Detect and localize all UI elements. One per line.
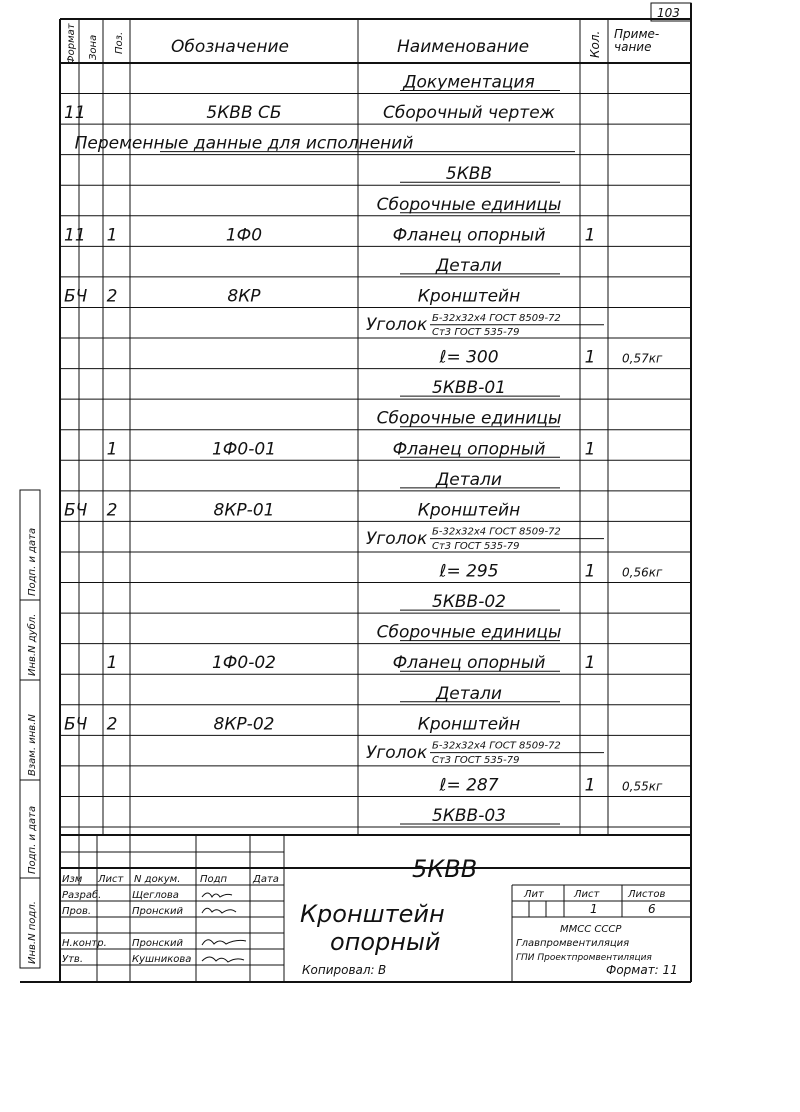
sheet-label: Лист xyxy=(574,889,600,900)
col-header-izm: Изм xyxy=(62,874,83,885)
row-name: Сборочные единицы xyxy=(376,194,562,215)
row-designation: 8КР-01 xyxy=(213,500,275,521)
spec-rows xyxy=(60,73,691,827)
row-name-bottom: Ст3 ГОСТ 535-79 xyxy=(432,327,520,339)
title-line-2: опорный xyxy=(330,928,441,956)
row-designation: 1Ф0 xyxy=(225,225,263,246)
org-line-3: ГПИ Проектпромвентиляция xyxy=(516,953,652,963)
format-label: Формат: 11 xyxy=(606,963,678,977)
row-name: Уголок xyxy=(366,528,428,549)
row-designation: 8КР xyxy=(227,286,261,307)
row-name: Уголок xyxy=(366,742,428,763)
row-note: 0,55кг xyxy=(622,779,663,794)
header-note-line1: Приме- xyxy=(614,27,660,41)
role-norm-control: Н.контр. xyxy=(62,938,107,949)
role-approver: Утв. xyxy=(62,954,83,965)
row-designation: 8КР-02 xyxy=(213,714,275,735)
row-name-top: Б-32x32x4 ГОСТ 8509-72 xyxy=(432,526,561,538)
title-line-1: Кронштейн xyxy=(300,900,445,928)
row-name: Уголок xyxy=(366,315,428,336)
col-header-date: Дата xyxy=(253,874,279,885)
name-norm-control: Пронский xyxy=(132,938,184,949)
org-line-1: ММСС СССР xyxy=(560,924,622,935)
row-name: Фланец опорный xyxy=(392,653,546,674)
row-name: Кронштейн xyxy=(417,714,521,735)
row-qty: 1 xyxy=(584,775,596,796)
row-name: ℓ= 300 xyxy=(439,347,499,368)
row-name: 5КВВ-01 xyxy=(432,378,506,399)
side-stamp-sign-date-2: Подп. и дата xyxy=(27,805,38,874)
row-name-bottom: Ст3 ГОСТ 535-79 xyxy=(432,754,520,766)
row-qty: 1 xyxy=(584,439,596,460)
sheets-label: Листов xyxy=(628,889,666,900)
row-name: Сборочные единицы xyxy=(376,622,562,643)
row-name: ℓ= 287 xyxy=(439,775,499,796)
row-name: Детали xyxy=(436,255,502,276)
row-note: 0,56кг xyxy=(622,565,663,580)
role-developer: Разраб. xyxy=(62,890,102,901)
side-stamp-orig-inv: Инв.N подл. xyxy=(27,901,38,964)
row-format: БЧ xyxy=(64,500,88,521)
sheet-value: 1 xyxy=(590,902,598,916)
row-name: ℓ= 295 xyxy=(439,561,499,582)
side-stamp-dup-inv: Инв.N дубл. xyxy=(27,613,38,676)
row-pos: 2 xyxy=(106,500,118,521)
row-format: 11 xyxy=(64,103,86,124)
row-qty: 1 xyxy=(584,225,596,246)
row-qty: 1 xyxy=(584,347,596,368)
side-stamp-replaced-inv: Взам. инв.N xyxy=(27,714,38,776)
row-designation: 1Ф0-01 xyxy=(211,439,277,460)
name-checker: Пронский xyxy=(132,906,184,917)
row-name-bottom: Ст3 ГОСТ 535-79 xyxy=(432,540,520,552)
row-designation: 1Ф0-02 xyxy=(211,653,277,674)
row-name: Фланец опорный xyxy=(392,225,546,246)
signatures xyxy=(202,893,246,962)
header-note xyxy=(614,27,663,54)
row-format: БЧ xyxy=(64,286,88,307)
header-designation: Обозначение xyxy=(171,37,289,57)
org-line-2: Главпромвентиляция xyxy=(516,938,630,949)
row-name: 5КВВ xyxy=(445,164,493,185)
row-name: Сборочные единицы xyxy=(376,408,562,429)
row-qty: 1 xyxy=(584,561,596,582)
row-name-top: Б-32x32x4 ГОСТ 8509-72 xyxy=(432,740,561,752)
role-checker: Пров. xyxy=(62,906,92,917)
header-format: Формат xyxy=(66,23,77,64)
col-header-doc: N докум. xyxy=(134,874,181,885)
row-name: Кронштейн xyxy=(417,500,521,521)
row-pos: 2 xyxy=(106,286,118,307)
row-qty: 1 xyxy=(584,653,596,674)
header-pos: Поз. xyxy=(114,31,125,54)
document-code: 5КВВ xyxy=(412,855,478,883)
row-designation: Переменные данные для исполнений xyxy=(74,133,414,154)
row-name: Детали xyxy=(436,469,502,490)
row-format: 11 xyxy=(64,225,86,246)
col-header-list: Лист xyxy=(98,874,124,885)
header-note-line2: чание xyxy=(614,40,652,54)
side-stamp-sign-date-1: Подп. и дата xyxy=(27,527,38,596)
row-name: 5КВВ-02 xyxy=(432,592,506,613)
name-approver: Кушникова xyxy=(132,954,192,965)
row-name: Фланец опорный xyxy=(392,439,546,460)
header-name: Наименование xyxy=(397,37,530,57)
name-developer: Щеглова xyxy=(132,890,179,901)
row-pos: 1 xyxy=(106,439,118,460)
row-note: 0,57кг xyxy=(622,351,663,366)
header-qty: Кол. xyxy=(588,30,602,58)
row-name: Документация xyxy=(403,72,535,93)
copied-signature: В xyxy=(378,963,387,977)
col-header-sign: Подп xyxy=(200,874,228,885)
row-pos: 1 xyxy=(106,653,118,674)
header-zone: Зона xyxy=(88,34,99,60)
row-name: 5КВВ-03 xyxy=(432,806,506,826)
sheet-number: 103 xyxy=(657,6,680,20)
lit-label: Лит xyxy=(524,889,544,900)
row-designation: 5КВВ СБ xyxy=(206,103,282,124)
row-name: Сборочный чертеж xyxy=(383,103,555,124)
row-pos: 1 xyxy=(106,225,118,246)
copied-label: Копировал: xyxy=(302,963,375,977)
row-pos: 2 xyxy=(106,714,118,735)
row-name: Кронштейн xyxy=(417,286,521,307)
sheets-value: 6 xyxy=(648,902,656,916)
row-name: Детали xyxy=(436,683,502,704)
row-name-top: Б-32x32x4 ГОСТ 8509-72 xyxy=(432,312,561,324)
row-format: БЧ xyxy=(64,714,88,735)
